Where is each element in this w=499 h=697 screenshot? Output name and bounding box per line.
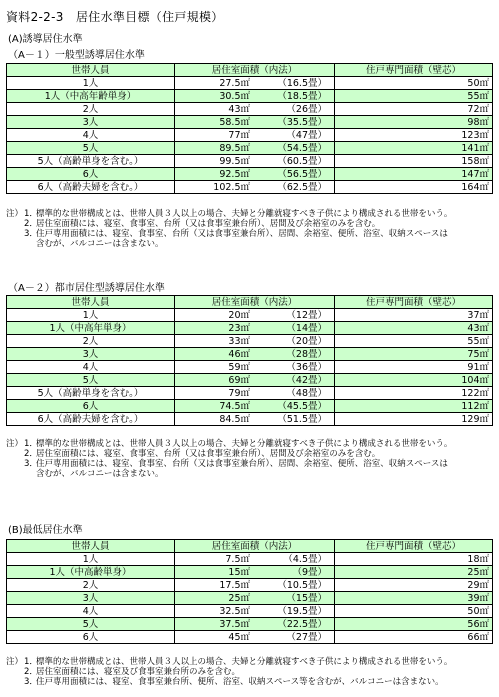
- room-area-value: 25㎡: [228, 592, 250, 604]
- room-area-cell: [175, 335, 335, 348]
- table-row: [7, 387, 493, 400]
- room-area-tatami: （10.5畳）: [277, 579, 327, 591]
- room-area-cell: [175, 116, 335, 129]
- note-line: [6, 229, 494, 239]
- note-lead: [6, 219, 24, 229]
- room-area-value: 27.5㎡: [219, 77, 250, 89]
- page-title: 資料2-2-3 居住水準目標（住戸規模）: [6, 10, 224, 24]
- notes-a1: [6, 209, 494, 249]
- header-room-area: 居住室面積（内法）: [175, 540, 335, 553]
- note-text: 標準的な世帯構成とは、世帯人員３人以上の場合、夫婦と分離就寝すべき子供により構成される世帯をいう。: [36, 439, 453, 449]
- note-number: 2．: [24, 667, 38, 677]
- note-line: [6, 449, 494, 459]
- household-cell: 6人（高齢夫婦を含む。）: [7, 413, 175, 426]
- room-area-tatami: （18.5畳）: [277, 90, 327, 102]
- table-row: [7, 155, 493, 168]
- section-a1-title: （A－１）一般型誘導居住水準: [8, 50, 145, 61]
- table-row: [7, 103, 493, 116]
- household-cell: 4人: [7, 129, 175, 142]
- room-area-tatami: （22.5畳）: [277, 618, 327, 630]
- room-area-tatami: （19.5畳）: [277, 605, 327, 617]
- room-area-tatami: （42畳）: [286, 374, 327, 386]
- exclusive-area-cell: 112㎡: [335, 400, 493, 413]
- note-lead: 注）: [6, 439, 24, 449]
- exclusive-area-cell: 129㎡: [335, 413, 493, 426]
- exclusive-area-cell: 141㎡: [335, 142, 493, 155]
- table-row: [7, 77, 493, 90]
- note-number: 2．: [24, 219, 38, 229]
- note-continuation: 含むが、バルコニーは含まない。: [36, 239, 164, 249]
- room-area-cell: [175, 181, 335, 194]
- room-area-value: 58.5㎡: [219, 116, 250, 128]
- note-number: 1．: [24, 439, 38, 449]
- room-area-tatami: （47畳）: [286, 129, 327, 141]
- exclusive-area-cell: 75㎡: [335, 348, 493, 361]
- room-area-tatami: （9畳）: [292, 566, 327, 578]
- room-area-cell: [175, 90, 335, 103]
- header-exclusive-area: 住戸専門面積（壁芯）: [335, 64, 493, 77]
- table-row: [7, 579, 493, 592]
- table-header-row: [7, 540, 493, 553]
- room-area-value: 33㎡: [228, 335, 250, 347]
- exclusive-area-cell: 123㎡: [335, 129, 493, 142]
- room-area-value: 89.5㎡: [219, 142, 250, 154]
- notes-b: [6, 657, 494, 687]
- table-row: [7, 181, 493, 194]
- household-cell: 1人（中高年単身）: [7, 322, 175, 335]
- room-area-value: 74.5㎡: [219, 400, 250, 412]
- note-lead: 注）: [6, 657, 24, 667]
- room-area-value: 77㎡: [228, 129, 250, 141]
- room-area-cell: [175, 400, 335, 413]
- note-line: [6, 459, 494, 469]
- table-row: [7, 413, 493, 426]
- notes-a2: [6, 439, 494, 479]
- exclusive-area-cell: 98㎡: [335, 116, 493, 129]
- household-cell: 2人: [7, 103, 175, 116]
- section-b-title: (B)最低居住水準: [8, 525, 83, 536]
- note-line: [6, 219, 494, 229]
- household-cell: 6人（高齢夫婦を含む。）: [7, 181, 175, 194]
- room-area-value: 37.5㎡: [219, 618, 250, 630]
- note-text: 居住室面積には、寝室、食事室、台所（又は食事室兼台所）、居間及び余裕室のみを含む。: [36, 449, 381, 459]
- room-area-cell: [175, 413, 335, 426]
- room-area-value: 69㎡: [228, 374, 250, 386]
- room-area-cell: [175, 322, 335, 335]
- household-cell: 2人: [7, 335, 175, 348]
- header-household: 世帯人員: [7, 540, 175, 553]
- room-area-value: 45㎡: [228, 631, 250, 643]
- room-area-cell: [175, 168, 335, 181]
- room-area-value: 15㎡: [228, 566, 250, 578]
- table-b: [6, 539, 493, 644]
- note-lead: [6, 459, 24, 469]
- table-row: [7, 361, 493, 374]
- note-lead: 注）: [6, 209, 24, 219]
- room-area-cell: [175, 631, 335, 644]
- note-number: 3．: [24, 677, 38, 687]
- note-line: [6, 439, 494, 449]
- room-area-cell: [175, 155, 335, 168]
- header-household: 世帯人員: [7, 64, 175, 77]
- note-text: 標準的な世帯構成とは、世帯人員３人以上の場合、夫婦と分離就寝すべき子供により構成される世帯をいう。: [36, 657, 453, 667]
- exclusive-area-cell: 91㎡: [335, 361, 493, 374]
- household-cell: 3人: [7, 592, 175, 605]
- room-area-tatami: （12畳）: [286, 309, 327, 321]
- room-area-cell: [175, 103, 335, 116]
- room-area-tatami: （27畳）: [286, 631, 327, 643]
- table-row: [7, 631, 493, 644]
- note-text: 住戸専用面積には、寝室、食事室、台所（又は食事室兼台所）、居間、余裕室、便所、浴室、収納スペースは: [36, 459, 448, 469]
- room-area-cell: [175, 387, 335, 400]
- household-cell: 5人: [7, 618, 175, 631]
- exclusive-area-cell: 43㎡: [335, 322, 493, 335]
- room-area-cell: [175, 77, 335, 90]
- room-area-cell: [175, 592, 335, 605]
- table-row: [7, 592, 493, 605]
- exclusive-area-cell: 56㎡: [335, 618, 493, 631]
- exclusive-area-cell: 147㎡: [335, 168, 493, 181]
- room-area-tatami: （15畳）: [286, 592, 327, 604]
- header-room-area: 居住室面積（内法）: [175, 296, 335, 309]
- room-area-tatami: （56.5畳）: [277, 168, 327, 180]
- exclusive-area-cell: 50㎡: [335, 605, 493, 618]
- household-cell: 6人: [7, 631, 175, 644]
- room-area-value: 20㎡: [228, 309, 250, 321]
- household-cell: 1人（中高年齢単身）: [7, 90, 175, 103]
- room-area-value: 32.5㎡: [219, 605, 250, 617]
- note-text: 居住室面積には、寝室及び食事室兼台所のみを含む。: [36, 667, 241, 677]
- household-cell: 6人: [7, 400, 175, 413]
- household-cell: 3人: [7, 348, 175, 361]
- table-header-row: [7, 64, 493, 77]
- room-area-cell: [175, 348, 335, 361]
- household-cell: 1人: [7, 553, 175, 566]
- room-area-cell: [175, 579, 335, 592]
- room-area-cell: [175, 553, 335, 566]
- household-cell: 6人: [7, 168, 175, 181]
- household-cell: 1人（中高齢単身）: [7, 566, 175, 579]
- table-a2: [6, 295, 493, 426]
- room-area-tatami: （62.5畳）: [277, 181, 327, 193]
- note-line: [6, 677, 494, 687]
- room-area-value: 99.5㎡: [219, 155, 250, 167]
- table-row: [7, 322, 493, 335]
- section-a-title: (A)誘導居住水準: [8, 34, 83, 45]
- note-lead: [6, 667, 24, 677]
- room-area-value: 84.5㎡: [219, 413, 250, 425]
- note-text: 住戸専用面積には、寝室、食事室、台所（又は食事室兼台所）、居間、余裕室、便所、浴室、収納スペースは: [36, 229, 448, 239]
- room-area-value: 23㎡: [228, 322, 250, 334]
- note-line: [6, 657, 494, 667]
- exclusive-area-cell: 39㎡: [335, 592, 493, 605]
- note-text: 標準的な世帯構成とは、世帯人員３人以上の場合、夫婦と分離就寝すべき子供により構成される世帯をいう。: [36, 209, 453, 219]
- note-text: 居住室面積には、寝室、食事室、台所（又は食事室兼台所）、居間及び余裕室のみを含む。: [36, 219, 381, 229]
- room-area-cell: [175, 605, 335, 618]
- exclusive-area-cell: 72㎡: [335, 103, 493, 116]
- table-row: [7, 335, 493, 348]
- household-cell: 3人: [7, 116, 175, 129]
- header-exclusive-area: 住戸専門面積（壁芯）: [335, 296, 493, 309]
- exclusive-area-cell: 158㎡: [335, 155, 493, 168]
- table-row: [7, 129, 493, 142]
- table-row: [7, 348, 493, 361]
- room-area-value: 17.5㎡: [219, 579, 250, 591]
- table-a1: [6, 63, 493, 194]
- household-cell: 1人: [7, 309, 175, 322]
- table-row: [7, 605, 493, 618]
- room-area-cell: [175, 142, 335, 155]
- room-area-tatami: （48畳）: [286, 387, 327, 399]
- room-area-cell: [175, 374, 335, 387]
- exclusive-area-cell: 104㎡: [335, 374, 493, 387]
- household-cell: 5人（高齢単身を含む。）: [7, 155, 175, 168]
- room-area-tatami: （14畳）: [286, 322, 327, 334]
- table-row: [7, 116, 493, 129]
- exclusive-area-cell: 122㎡: [335, 387, 493, 400]
- room-area-value: 102.5㎡: [213, 181, 250, 193]
- room-area-cell: [175, 566, 335, 579]
- exclusive-area-cell: 18㎡: [335, 553, 493, 566]
- exclusive-area-cell: 66㎡: [335, 631, 493, 644]
- note-number: 1．: [24, 209, 38, 219]
- room-area-tatami: （54.5畳）: [277, 142, 327, 154]
- header-household: 世帯人員: [7, 296, 175, 309]
- room-area-tatami: （35.5畳）: [277, 116, 327, 128]
- household-cell: 2人: [7, 579, 175, 592]
- table-row: [7, 618, 493, 631]
- exclusive-area-cell: 37㎡: [335, 309, 493, 322]
- room-area-value: 43㎡: [228, 103, 250, 115]
- note-lead: [6, 449, 24, 459]
- header-room-area: 居住室面積（内法）: [175, 64, 335, 77]
- note-text: 住戸専用面積には、寝室、食事室兼台所、便所、浴室、収納スペース等を含むが、バルコニーは含まない。: [36, 677, 444, 687]
- room-area-cell: [175, 361, 335, 374]
- room-area-tatami: （16.5畳）: [277, 77, 327, 89]
- room-area-tatami: （36畳）: [286, 361, 327, 373]
- table-row: [7, 566, 493, 579]
- table-header-row: [7, 296, 493, 309]
- household-cell: 5人: [7, 374, 175, 387]
- exclusive-area-cell: 55㎡: [335, 335, 493, 348]
- room-area-tatami: （4.5畳）: [283, 553, 327, 565]
- table-row: [7, 142, 493, 155]
- household-cell: 5人（高齢単身を含む。）: [7, 387, 175, 400]
- room-area-tatami: （45.5畳）: [277, 400, 327, 412]
- room-area-value: 79㎡: [228, 387, 250, 399]
- section-a2-title: （A－２）都市居住型誘導居住水準: [8, 283, 165, 294]
- exclusive-area-cell: 55㎡: [335, 90, 493, 103]
- note-number: 2．: [24, 449, 38, 459]
- note-number: 3．: [24, 229, 38, 239]
- note-number: 3．: [24, 459, 38, 469]
- note-lead: [6, 229, 24, 239]
- room-area-cell: [175, 129, 335, 142]
- room-area-tatami: （51.5畳）: [277, 413, 327, 425]
- household-cell: 5人: [7, 142, 175, 155]
- room-area-cell: [175, 618, 335, 631]
- table-row: [7, 309, 493, 322]
- exclusive-area-cell: 29㎡: [335, 579, 493, 592]
- exclusive-area-cell: 50㎡: [335, 77, 493, 90]
- room-area-tatami: （20畳）: [286, 335, 327, 347]
- room-area-value: 92.5㎡: [219, 168, 250, 180]
- household-cell: 1人: [7, 77, 175, 90]
- note-continuation: 含むが、バルコニーは含まない。: [36, 469, 164, 479]
- note-lead: [6, 677, 24, 687]
- note-line: [6, 209, 494, 219]
- table-row: [7, 374, 493, 387]
- exclusive-area-cell: 25㎡: [335, 566, 493, 579]
- room-area-value: 7.5㎡: [225, 553, 250, 565]
- table-row: [7, 400, 493, 413]
- header-exclusive-area: 住戸専門面積（壁芯）: [335, 540, 493, 553]
- household-cell: 4人: [7, 361, 175, 374]
- room-area-value: 46㎡: [228, 348, 250, 360]
- note-number: 1．: [24, 657, 38, 667]
- room-area-tatami: （60.5畳）: [277, 155, 327, 167]
- household-cell: 4人: [7, 605, 175, 618]
- exclusive-area-cell: 164㎡: [335, 181, 493, 194]
- table-row: [7, 553, 493, 566]
- table-row: [7, 168, 493, 181]
- room-area-tatami: （28畳）: [286, 348, 327, 360]
- table-row: [7, 90, 493, 103]
- room-area-tatami: （26畳）: [286, 103, 327, 115]
- room-area-value: 30.5㎡: [219, 90, 250, 102]
- note-line: [6, 667, 494, 677]
- room-area-cell: [175, 309, 335, 322]
- room-area-value: 59㎡: [228, 361, 250, 373]
